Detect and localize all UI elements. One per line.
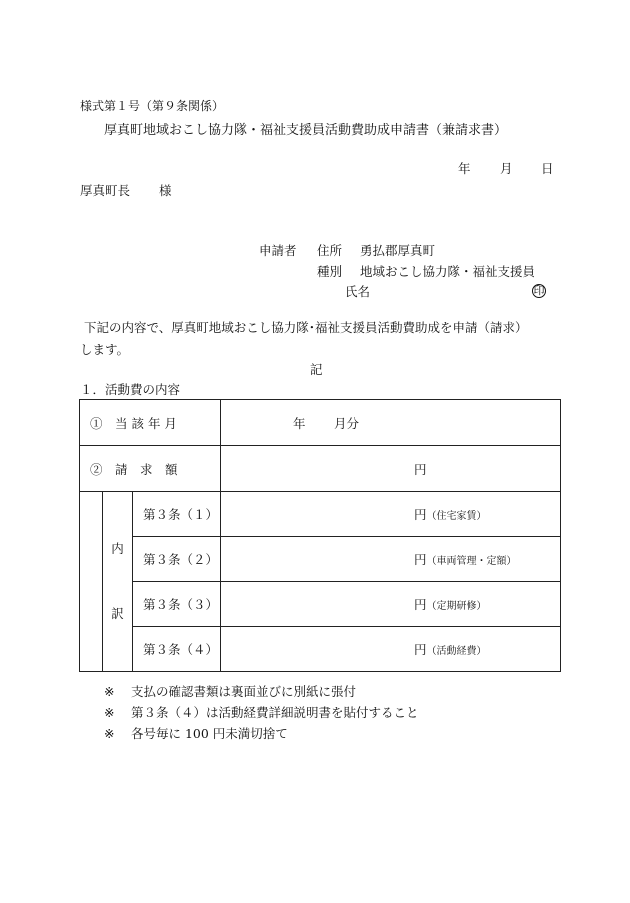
type-value: 地域おこし協力隊・福祉支援員: [360, 264, 536, 279]
item-amount-field[interactable]: [221, 537, 561, 582]
note-item: [104, 682, 419, 703]
body-text-line2: します。: [80, 342, 130, 357]
note-text: 支払の確認書類は裏面並びに別紙に張付: [131, 684, 357, 699]
claim-amount-field[interactable]: [221, 446, 561, 492]
address-label: 住所: [317, 243, 343, 258]
applicant-label: 申請者: [259, 243, 297, 258]
item-yen: 円（車両管理・定額）: [414, 552, 517, 567]
table-row: [80, 582, 561, 627]
body-text-line1: 下記の内容で、厚真町地域おこし協力隊･福祉支援員活動費助成を申請（請求）: [84, 320, 528, 335]
table-row: [80, 627, 561, 672]
note-item: [104, 724, 419, 745]
breakdown-char-2: 訳: [111, 605, 124, 621]
item-yen: 円（活動経費）: [414, 642, 487, 657]
date-month: 月: [500, 161, 513, 176]
note-text: 第３条（４）は活動経費詳細説明書を貼付すること: [131, 705, 419, 720]
seal-mark: 印: [533, 284, 545, 297]
section-heading: １．活動費の内容: [80, 382, 181, 397]
target-year-unit: 年: [293, 415, 306, 431]
note-mark: ※: [104, 705, 115, 720]
table-row: [80, 492, 561, 537]
date-day: 日: [541, 161, 554, 176]
table-row: [80, 446, 561, 492]
target-month-label: ① 当 該 年 月: [80, 400, 221, 446]
date-year: 年: [458, 161, 471, 176]
target-month-unit: 月分: [334, 415, 360, 431]
name-label: 氏名: [345, 284, 371, 299]
item-yen: 円（住宅家賃）: [414, 507, 487, 522]
table-row: [80, 537, 561, 582]
item-label: 第３条（１）: [133, 492, 221, 537]
document-title: 厚真町地域おこし協力隊・福祉支援員活動費助成申請書（兼請求書）: [104, 123, 508, 138]
table-row: [80, 400, 561, 446]
ki-heading: 記: [310, 362, 323, 377]
expense-table: [79, 399, 561, 672]
form-number: 様式第１号（第９条関係）: [80, 99, 225, 113]
breakdown-char-1: 内: [111, 540, 124, 556]
note-mark: ※: [104, 684, 115, 699]
note-item: [104, 703, 419, 724]
breakdown-label: [103, 492, 133, 672]
addressee-name: 厚真町長: [80, 183, 131, 198]
type-label: 種別: [317, 264, 343, 279]
item-yen: 円（定期研修）: [414, 597, 487, 612]
target-month-field[interactable]: [221, 400, 561, 446]
item-label: 第３条（４）: [133, 627, 221, 672]
indent-cell: [80, 492, 103, 672]
note-mark: ※: [104, 726, 115, 741]
item-label: 第３条（３）: [133, 582, 221, 627]
claim-amount-label: ② 請 求 額: [80, 446, 221, 492]
address-value: 勇払郡厚真町: [360, 243, 436, 258]
item-amount-field[interactable]: [221, 627, 561, 672]
addressee-honorific: 様: [159, 183, 172, 198]
item-amount-field[interactable]: [221, 582, 561, 627]
item-label: 第３条（２）: [133, 537, 221, 582]
item-amount-field[interactable]: [221, 492, 561, 537]
note-text: 各号毎に 100 円未満切捨て: [131, 726, 288, 741]
notes-list: [104, 682, 419, 745]
claim-amount-yen: 円: [414, 461, 427, 477]
